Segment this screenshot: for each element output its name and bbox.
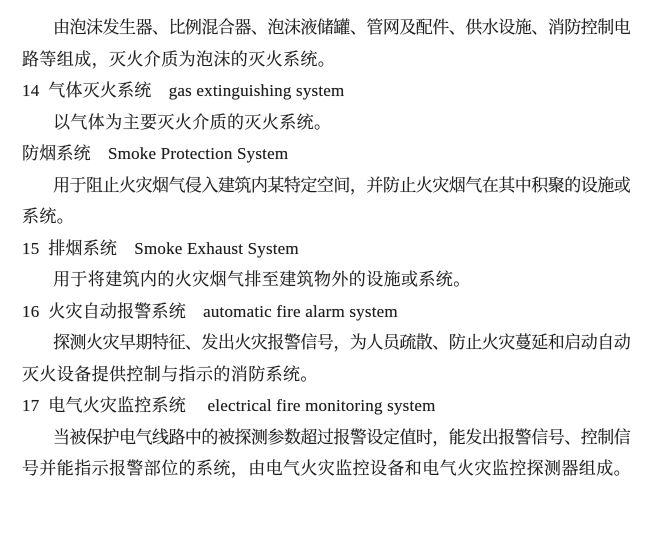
- term-heading-smoke-protection: 防烟系统 Smoke Protection System: [22, 144, 289, 163]
- fire-alarm-definition-line-2: 灭火设备提供控制与指示的消防系统。: [22, 364, 318, 384]
- electrical-fire-definition-line-1: 当被保护电气线路中的被探测参数超过报警设定值时，能发出报警信号、控制信: [53, 427, 630, 447]
- smoke-exhaust-definition-line: 用于将建筑内的火灾烟气排至建筑物外的设施或系统。: [53, 270, 471, 289]
- foam-system-definition-line-1: 由泡沫发生器、比例混合器、泡沫液储罐、管网及配件、供水设施、消防控制电: [53, 18, 630, 37]
- electrical-fire-definition-line-2: 号并能指示报警部位的系统，由电气火灾监控设备和电气火灾监控探测器组成。: [22, 459, 631, 478]
- term-heading-15-smoke-exhaust: 15 排烟系统 Smoke Exhaust System: [22, 238, 299, 258]
- foam-system-definition-line-2: 路等组成，灭火介质为泡沫的灭火系统。: [22, 49, 336, 69]
- term-heading-16-fire-alarm: 16 火灾自动报警系统 automatic fire alarm system: [22, 301, 398, 321]
- term-heading-14-gas-extinguishing: 14 气体灭火系统 gas extinguishing system: [22, 81, 345, 100]
- smoke-protection-definition-line-2: 系统。: [22, 207, 75, 226]
- term-heading-17-electrical-fire: 17 电气火灾监控系统 electrical fire monitoring system: [22, 396, 436, 415]
- gas-system-definition-line: 以气体为主要灭火介质的灭火系统。: [53, 112, 332, 132]
- smoke-protection-definition-line-1: 用于阻止火灾烟气侵入建筑内某特定空间，并防止火灾烟气在其中积聚的设施或: [53, 175, 630, 195]
- fire-alarm-definition-line-1: 探测火灾早期特征、发出火灾报警信号，为人员疏散、防止火灾蔓延和启动自动: [53, 333, 630, 352]
